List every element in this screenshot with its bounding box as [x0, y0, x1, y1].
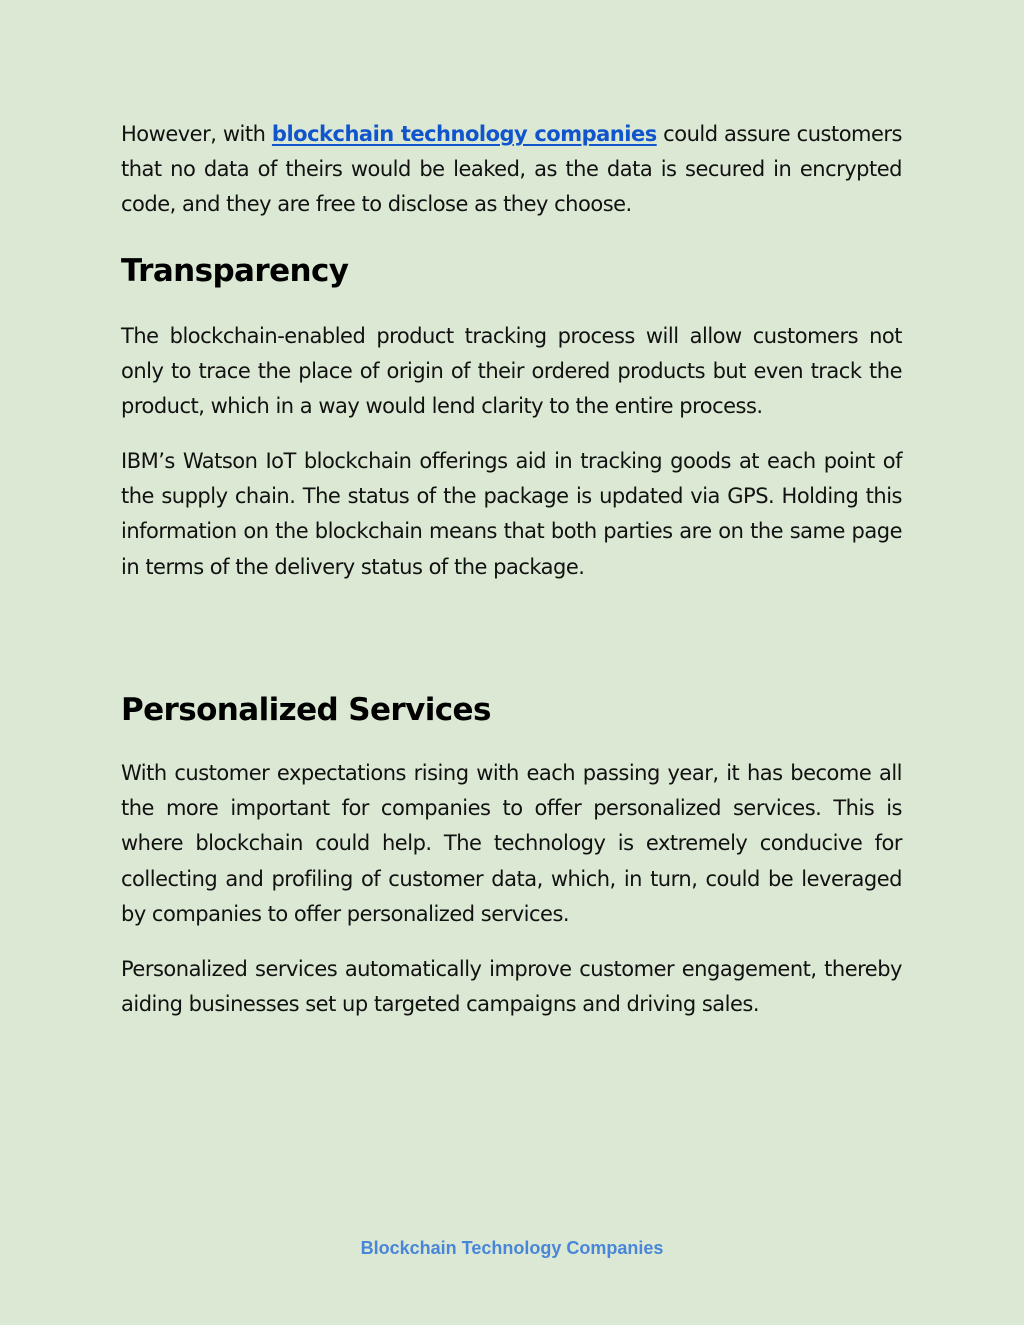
- intro-suffix: could assure customers that no data of theirs would be leaked, as the data is secured in encrypted code, and they are free to disclose as they choose.: [121, 122, 902, 217]
- personalized-paragraph-1: With customer expectations rising with each passing year, it has become all the more important for companies to offer personalized services. This is where blockchain could help. The technology is extremely conducive for collecting and profiling of customer data, which, in turn, could be leveraged by companies to offer personalized services.: [121, 761, 902, 926]
- footer-title: Blockchain Technology Companies: [360, 1238, 664, 1258]
- transparency-paragraph-1: The blockchain-enabled product tracking process will allow customers not only to trace the place of origin of their ordered products but even track the product, which in a way would lend clarity to the entire process.: [121, 324, 902, 419]
- intro-paragraph: [121, 117, 902, 223]
- intro-prefix: However, with: [121, 122, 272, 146]
- blockchain-companies-link[interactable]: blockchain technology companies: [271, 122, 657, 146]
- personalized-services-heading: Personalized Services: [121, 692, 491, 728]
- personalized-paragraph-2: Personalized services automatically improve customer engagement, thereby aiding businesses set up targeted campaigns and driving sales.: [121, 957, 902, 1017]
- transparency-paragraph-2: IBM’s Watson IoT blockchain offerings aid in tracking goods at each point of the supply chain. The status of the package is updated via GPS. Holding this information on the blockchain means that both parties are on the same page in terms of the delivery status of the package.: [121, 449, 902, 579]
- transparency-heading: Transparency: [121, 253, 349, 289]
